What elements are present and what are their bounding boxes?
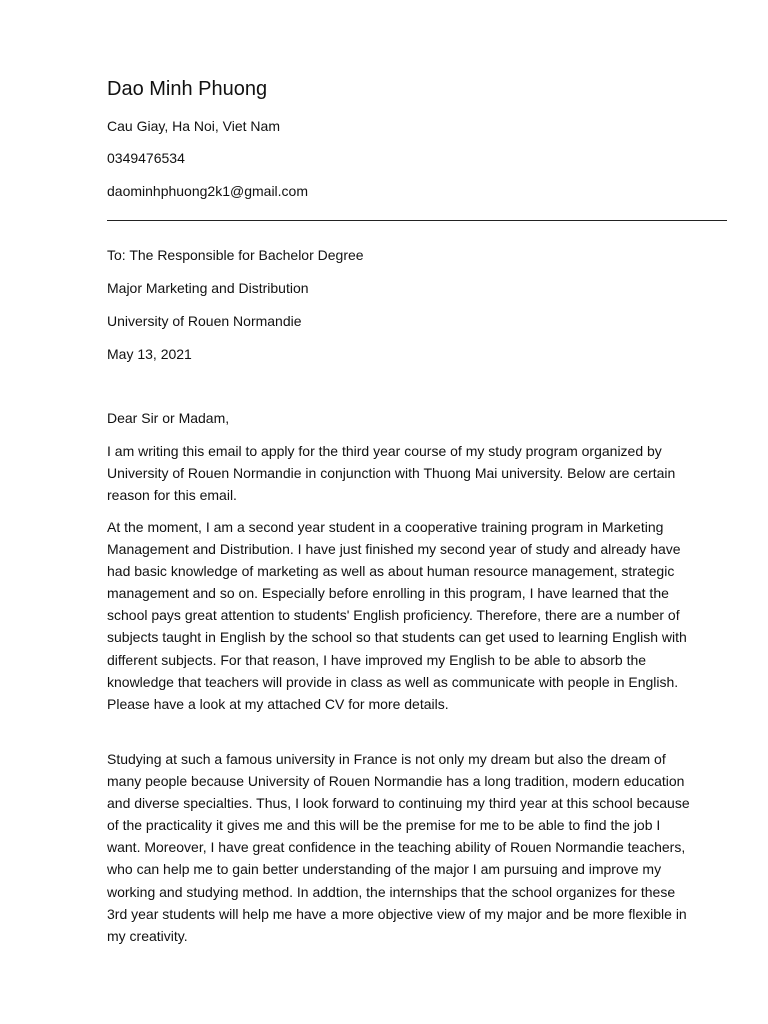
header-divider (107, 220, 727, 221)
recipient-major: Major Marketing and Distribution (107, 280, 309, 296)
sender-phone: 0349476534 (107, 150, 185, 166)
recipient-university: University of Rouen Normandie (107, 313, 302, 329)
letter-date: May 13, 2021 (107, 346, 192, 362)
body-paragraph-1: I am writing this email to apply for the third year course of my study program organized by University of Rouen Normandie in conjunction with Thuong Mai university. Below are certain reason for this email. (107, 443, 676, 504)
sender-email: daominhphuong2k1@gmail.com (107, 183, 308, 199)
body-paragraph-2: At the moment, I am a second year student in a cooperative training program in Marketing Management and Distribution. I have just finished my second year of study and already have had basic knowledge of marketing as well as about human resource management, strategic management and so on. Especially before enrolling in this program, I have learned that the school pays great attention to students' English proficiency. Therefore, there are a number of subjects taught in English by the school so that students can get used to learning English with different subjects. For that reason, I have improved my English to be able to absorb the knowledge that teachers will provide in class as well as communicate with people in English. Please have a look at my attached CV for more details. (107, 519, 687, 712)
recipient-to: To: The Responsible for Bachelor Degree (107, 247, 364, 263)
salutation: Dear Sir or Madam, (107, 410, 230, 426)
body-paragraph-3: Studying at such a famous university in France is not only my dream but also the dream of many people because University of Rouen Normandie has a long tradition, modern education and diverse specialties. Thus, I look forward to continuing my third year at this school because of the practicality it gives me and this will be the premise for me to be able to find the job I want. Moreover, I have great confidence in the teaching ability of Rouen Normandie teachers, who can help me to gain better understanding of the major I am pursuing and improve my working and studying method. In addtion, the internships that the school organizes for these 3rd year students will help me have a more objective view of my major and be more flexible in my creativity. (107, 751, 690, 944)
sender-address: Cau Giay, Ha Noi, Viet Nam (107, 118, 280, 134)
sender-name: Dao Minh Phuong (107, 78, 268, 100)
